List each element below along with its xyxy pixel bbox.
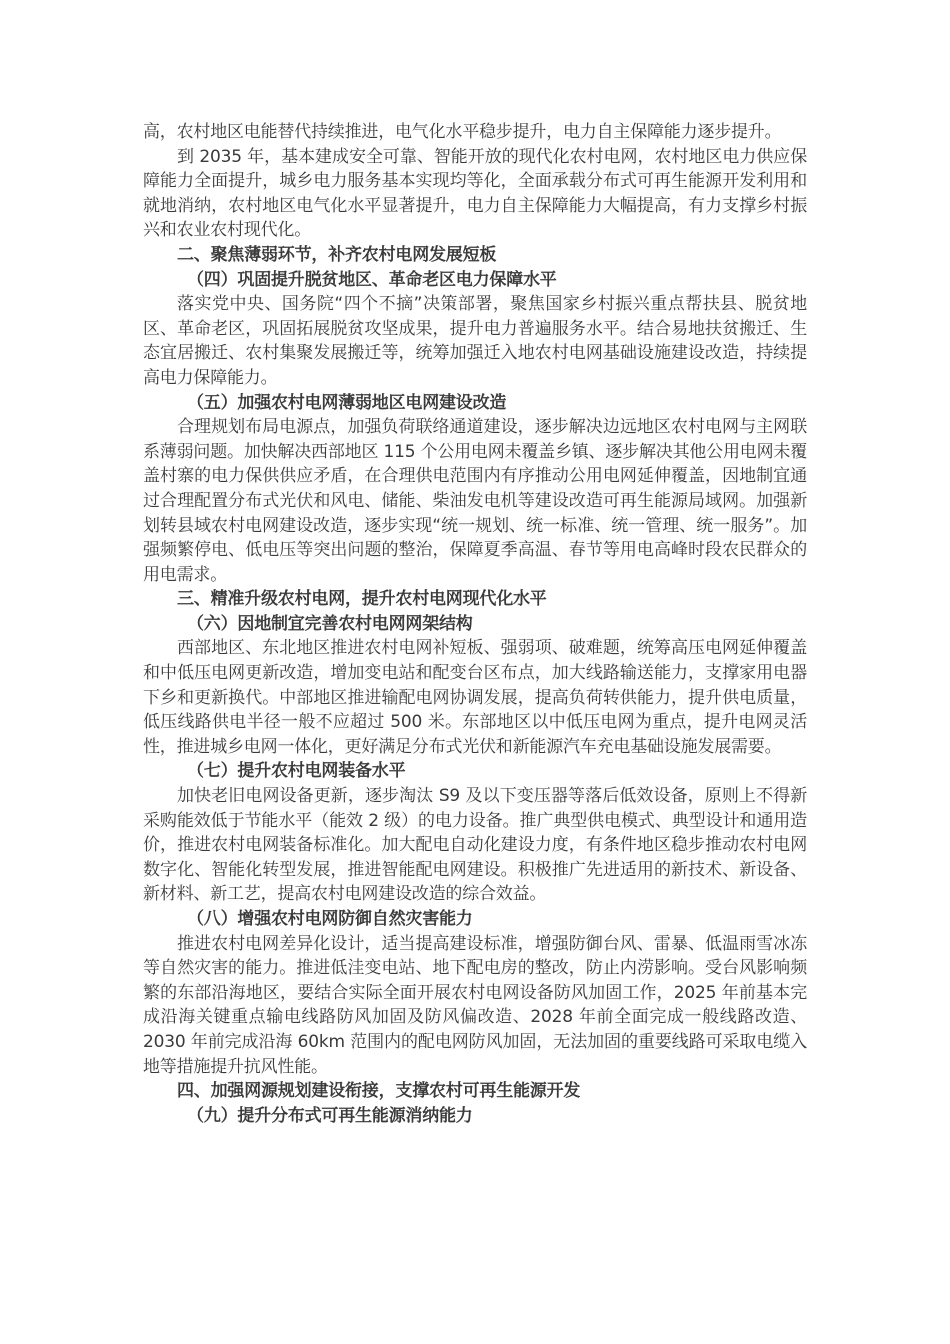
subsection-heading-8: （八）增强农村电网防御自然灾害能力 xyxy=(187,909,473,929)
paragraph-subsection-6: 西部地区、东北地区推进农村电网补短板、强弱项、破难题，统筹高压电网延伸覆盖和中低压电网更新改造，增加变电站和配变台区布点，加大线路输送能力，支撑家用电器下乡和更新换代。中部地区推进输配电网协调发展，提高负荷转供能力，提升供电质量，低压线路供电半径一般不应超过 500 米。东部地区以中低压电网为重点，提升电网灵活性，推进城乡电网一体化，更好满足分布式光伏和新能源汽车充电基础设施发展需要。 xyxy=(143,638,807,757)
section-heading-2: 二、聚焦薄弱环节，补齐农村电网发展短板 xyxy=(177,244,497,265)
paragraph-subsection-7: 加快老旧电网设备更新，逐步淘汰 S9 及以下变压器等落后低效设备，原则上不得新采购能效低于节能水平（能效 2 级）的电力设备。推广典型供电模式、典型设计和通用造价，推进农村电网装备标准化。加大配电自动化建设力度，有条件地区稳步推动农村电网数字化、智能化转型发展，推进智能配电网建设。积极推广先进适用的新技术、新设备、新材料、新工艺，提高农村电网建设改造的综合效益。 xyxy=(143,786,807,905)
paragraph-subsection-8: 推进农村电网差异化设计，适当提高建设标准，增强防御台风、雷暴、低温雨雪冰冻等自然灾害的能力。推进低洼变电站、地下配电房的整改，防止内涝影响。受台风影响频繁的东部沿海地区，要结合实际全面开展农村电网设备防风加固工作，2025 年前基本完成沿海关键重点输电线路防风加固及防风偏改造、2028 年前全面完成一般线路改造、2030 年前完成沿海 60km 范围内的配电网防风加固，无法加固的重要线路可采取电缆入地等措施提升抗风性能。 xyxy=(143,933,807,1077)
paragraph-continuation: 高，农村地区电能替代持续推进，电气化水平稳步提升，电力自主保障能力逐步提升。 xyxy=(143,122,782,142)
paragraph-subsection-4: 落实党中央、国务院“四个不摘”决策部署，聚焦国家乡村振兴重点帮扶县、脱贫地区、革命老区，巩固拓展脱贫攻坚成果，提升电力普遍服务水平。结合易地扶贫搬迁、生态宜居搬迁、农村集聚发展搬迁等，统筹加强迁入地农村电网基础设施建设改造，持续提高电力保障能力。 xyxy=(143,294,807,388)
section-heading-3: 三、精准升级农村电网，提升农村电网现代化水平 xyxy=(177,589,547,610)
subsection-heading-4: （四）巩固提升脱贫地区、革命老区电力保障水平 xyxy=(187,269,557,290)
subsection-heading-7: （七）提升农村电网装备水平 xyxy=(187,761,406,782)
document-page xyxy=(143,120,807,1128)
subsection-heading-9: （九）提升分布式可再生能源消纳能力 xyxy=(187,1105,473,1126)
paragraph-2035-goal: 到 2035 年，基本建成安全可靠、智能开放的现代化农村电网，农村地区电力供应保障能力全面提升，城乡电力服务基本实现均等化，全面承载分布式可再生能源开发利用和就地消纳，农村地区电气化水平显著提升，电力自主保障能力大幅提高，有力支撑乡村振兴和农业农村现代化。 xyxy=(143,146,807,241)
subsection-heading-5: （五）加强农村电网薄弱地区电网建设改造 xyxy=(187,392,507,413)
paragraph-subsection-5: 合理规划布局电源点，加强负荷联络通道建设，逐步解决边远地区农村电网与主网联系薄弱问题。加快解决西部地区 115 个公用电网未覆盖乡镇、逐步解决其他公用电网未覆盖村寨的电力保供供应矛盾，在合理供电范围内有序推动公用电网延伸覆盖，因地制宜通过合理配置分布式光伏和风电、储能、柴油发电机等建设改造可再生能源局域网。加强新划转县域农村电网建设改造，逐步实现“统一规划、统一标准、统一管理、统一服务”。加强频繁停电、低电压等突出问题的整治，保障夏季高温、春节等用电高峰时段农民群众的用电需求。 xyxy=(143,417,807,585)
subsection-heading-6: （六）因地制宜完善农村电网网架结构 xyxy=(187,613,473,634)
section-heading-4: 四、加强网源规划建设衔接，支撑农村可再生能源开发 xyxy=(177,1081,581,1102)
